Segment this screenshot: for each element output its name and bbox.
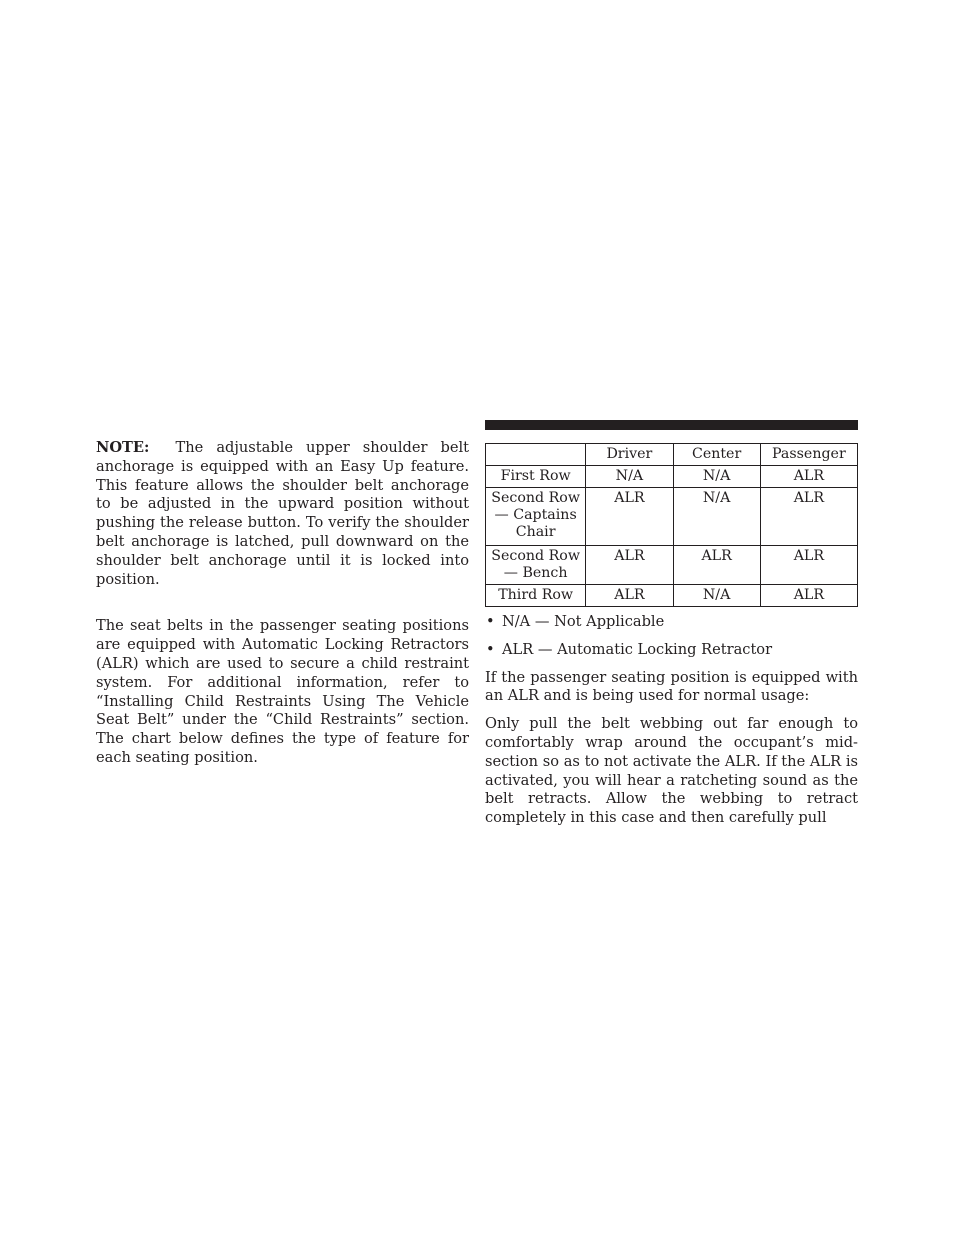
table-row <box>486 488 858 546</box>
bullet-icon: • <box>486 640 495 658</box>
right-column <box>485 443 858 828</box>
table-cell: ALR <box>673 546 760 585</box>
table-header-row <box>486 444 858 466</box>
table-header-cell: Driver <box>586 444 673 466</box>
table-row <box>486 466 858 488</box>
table-header-cell: Center <box>673 444 760 466</box>
note-text: The adjustable upper shoulder belt anchorage is equipped with an Easy Up feature. This feature allows the shoulder belt anchorage to be adjusted in the upward position without pushing the release button. To verify the shoulder belt anchorage is latched, pull downward on the shoulder belt anchorage until it is locked into position. <box>96 439 469 588</box>
legend-text: ALR — Automatic Locking Retractor <box>502 640 773 658</box>
table-cell: First Row <box>486 466 586 488</box>
table-cell: N/A <box>673 488 760 546</box>
table-cell: Third Row <box>486 585 586 607</box>
legend-text: N/A — Not Applicable <box>502 613 665 630</box>
webbing-paragraph: Only pull the belt webbing out far enough to comfortably wrap around the occupant’s mid-section so as to not activate the ALR. If the ALR is activated, you will hear a ratcheting sound as the belt retracts. Allow the webbing to retract completely in this case and then carefully pull <box>485 715 858 827</box>
table-header-cell <box>486 444 586 466</box>
table-cell: ALR <box>760 488 857 546</box>
normal-usage-paragraph: If the passenger seating position is equipped with an ALR and is being used for normal usage: <box>485 668 858 705</box>
table-row <box>486 585 858 607</box>
left-column <box>96 439 469 768</box>
table-cell: N/A <box>673 466 760 488</box>
table-legend <box>485 613 858 660</box>
table-row <box>486 546 858 585</box>
table-cell: Second Row — Captains Chair <box>486 488 586 546</box>
table-cell: ALR <box>586 585 673 607</box>
table-cell: N/A <box>673 585 760 607</box>
note-label: NOTE: <box>96 439 150 456</box>
table-cell: ALR <box>586 546 673 585</box>
table-header-cell: Passenger <box>760 444 857 466</box>
table-cell: ALR <box>586 488 673 546</box>
list-item <box>485 641 858 660</box>
table-cell: ALR <box>760 546 857 585</box>
alr-intro-paragraph: The seat belts in the passenger seating positions are equipped with Automatic Locking Retractors (ALR) which are used to secure a child restraint system. For additional information, refer to “Installing Child Restraints Using The Vehicle Seat Belt” under the “Child Restraints” section. The chart below defines the type of feature for each seating position. <box>96 617 469 766</box>
note-paragraph <box>96 439 469 589</box>
table-cell: ALR <box>760 585 857 607</box>
bullet-icon: • <box>486 613 495 630</box>
table-cell: N/A <box>586 466 673 488</box>
table-cell: Second Row — Bench <box>486 546 586 585</box>
list-item <box>485 613 858 632</box>
table-cell: ALR <box>760 466 857 488</box>
seating-position-table <box>485 443 858 607</box>
header-rule <box>485 420 858 430</box>
